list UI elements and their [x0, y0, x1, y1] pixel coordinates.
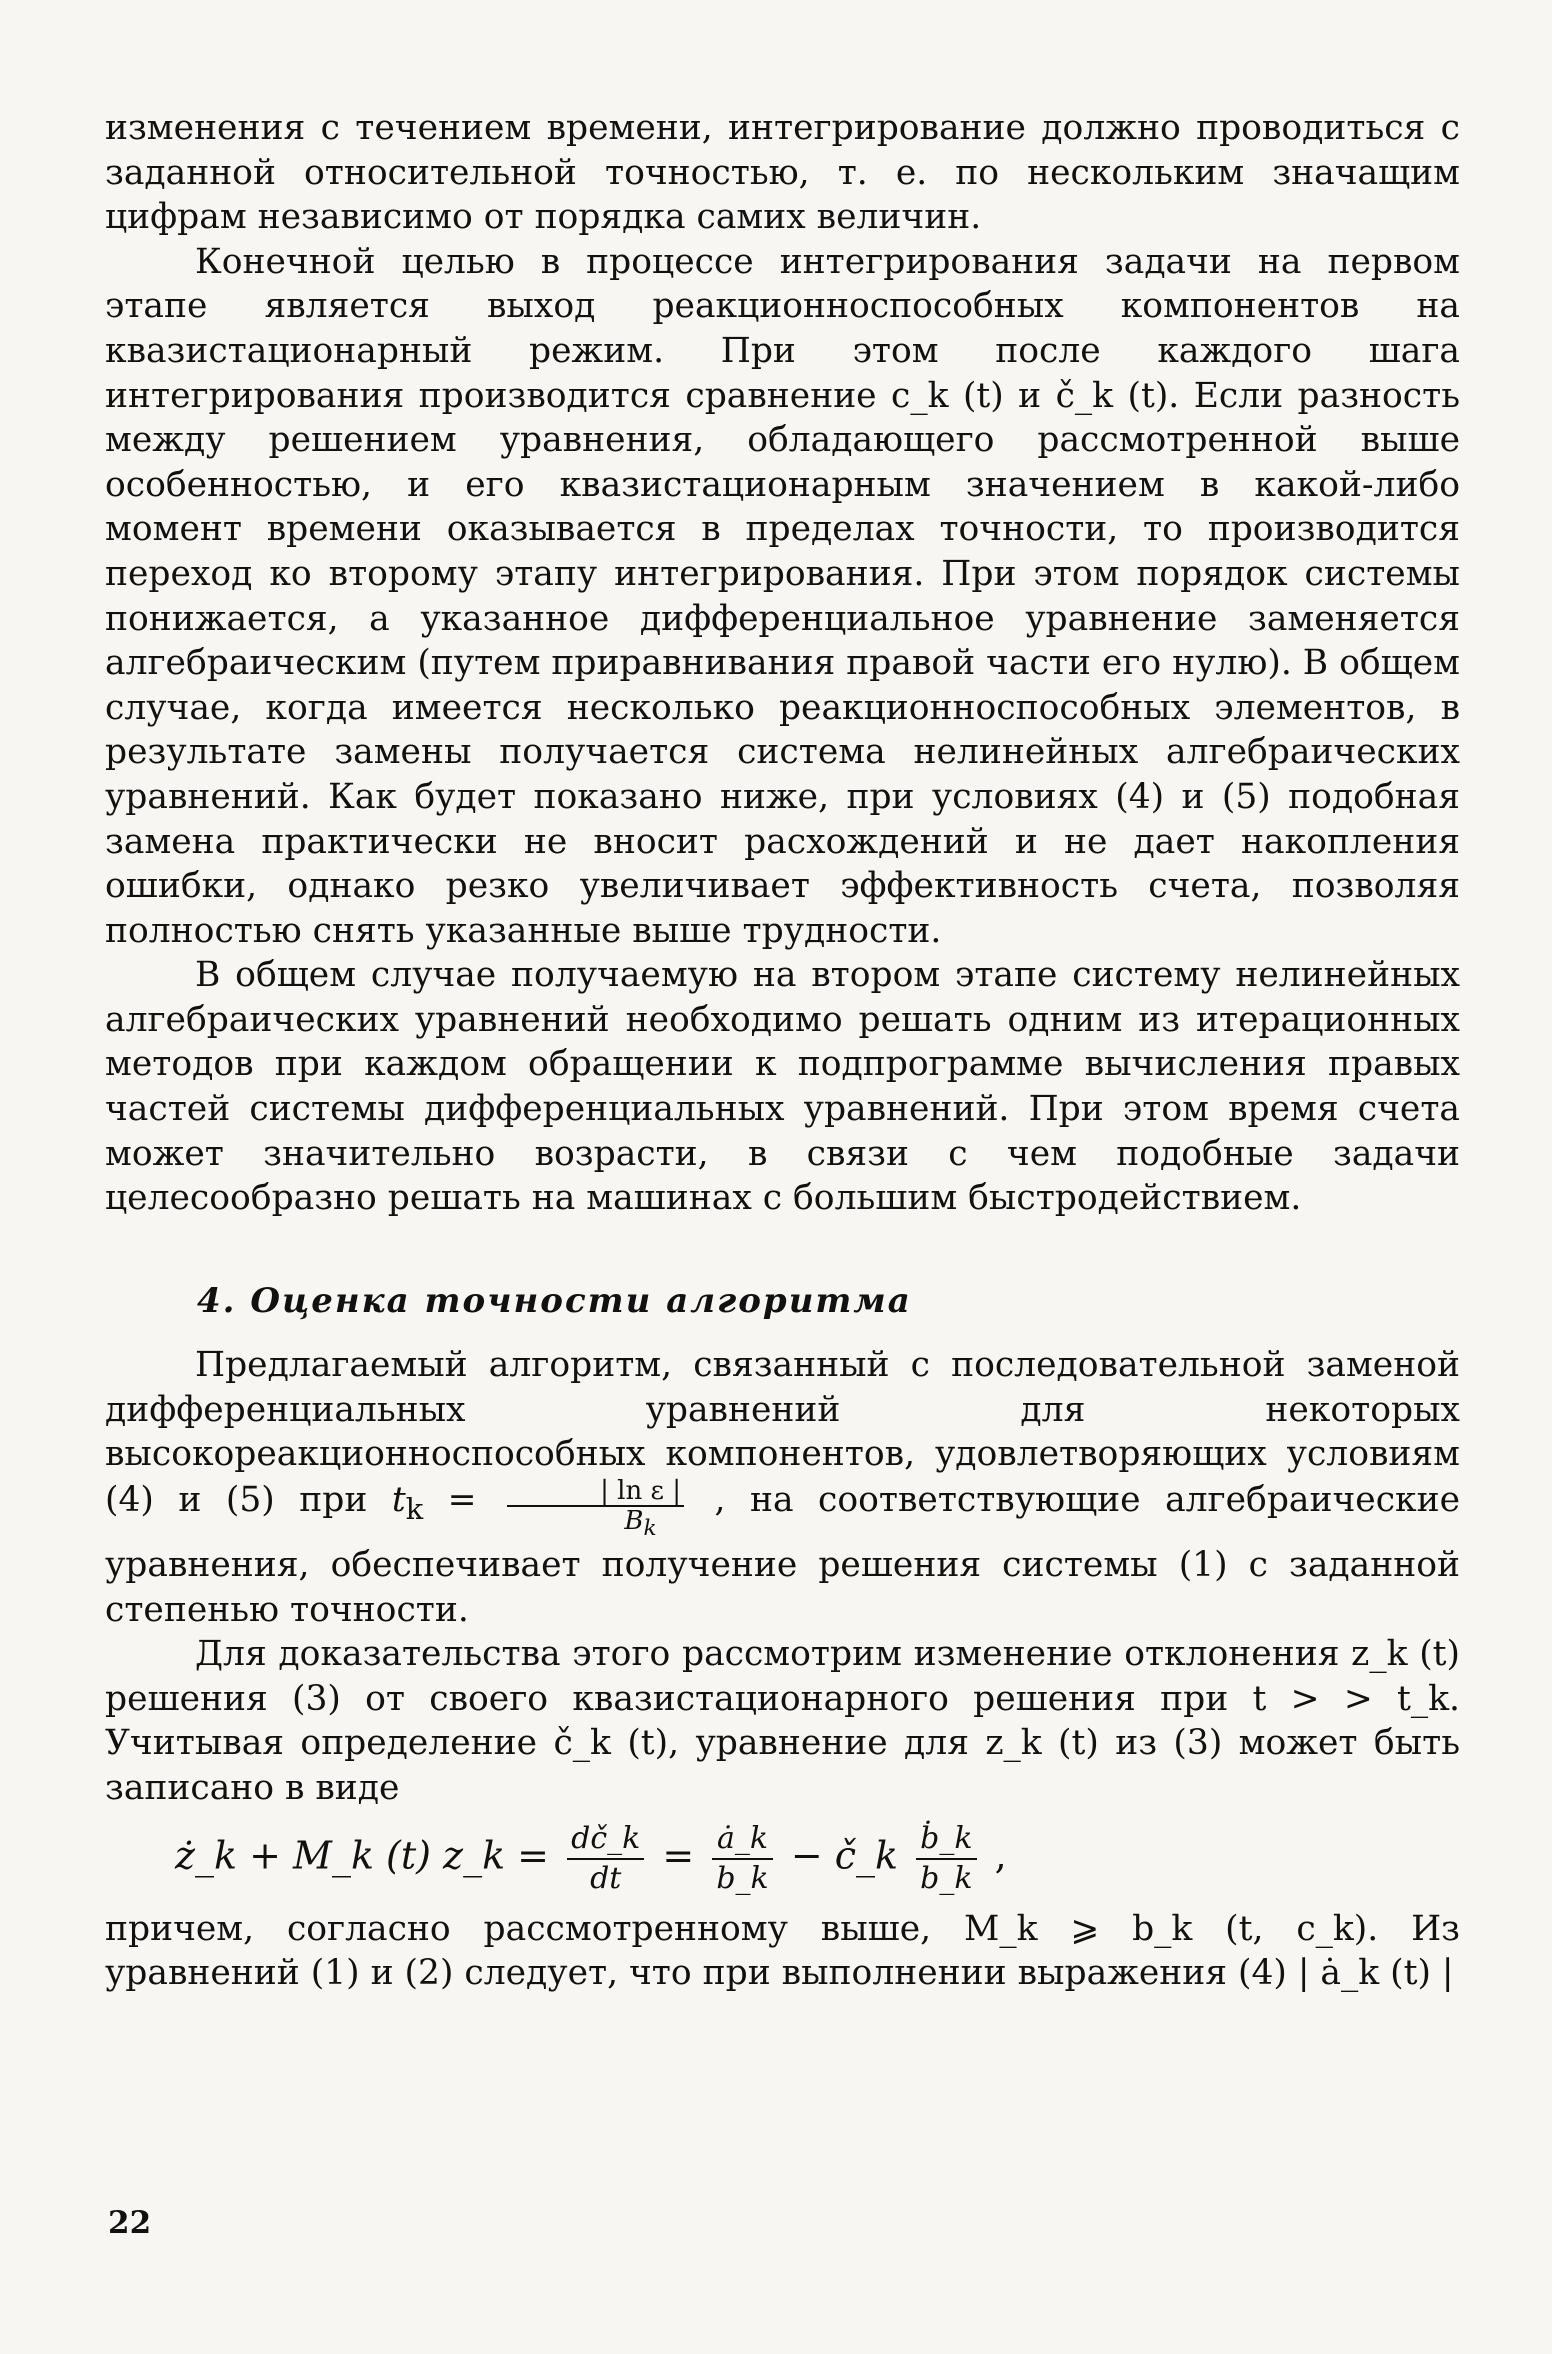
- paragraph-5: Для доказательства этого рассмотрим изменение отклонения z_k (t) решения (3) от своего квазистационарного решения при t > > t_k. Учитывая определение č_k (t), уравнение для z_k (t) из (3) может быть записано в виде: [105, 1634, 1460, 1808]
- paragraph-4: [105, 1343, 1460, 1632]
- bk-letter: B: [624, 1505, 644, 1536]
- bk-sub: k: [643, 1515, 657, 1541]
- bk-denominator: [507, 1507, 684, 1543]
- section-heading: 4. Оценка точности алгоритма: [197, 1281, 912, 1321]
- paragraph-3: В общем случае получаемую на втором этапе систему нелинейных алгебраических уравнений необходимо решать одним из итерационных методов при каждом обращении к подпрограмме вычисления правых частей системы дифференциальных уравнений. При этом время счета может значительно возрасти, в связи с чем подобные задачи целесообразно решать на машинах с большим быстродействием.: [105, 955, 1460, 1219]
- ln-epsilon-numerator: | ln ε |: [507, 1477, 684, 1507]
- fraction-ak-bk: [712, 1820, 772, 1898]
- paragraph-4-text-after: , на соответствующие алгебраические уравнения, обеспечивает получение решения системы (1) с заданной степенью точности.: [105, 1479, 1460, 1630]
- paragraph-2: Конечной целью в процессе интегрирования задачи на первом этапе является выход реакционноспособных компонентов на квазистационарный режим. При этом после каждого шага интегрирования производится сравнение c_k (t) и č_k (t). Если разность между решением уравнения, обладающего рассмотренной выше особенностью, и его квазистационарным значением в какой-либо момент времени оказывается в пределах точности, то производится переход ко второму этапу интегрирования. При этом порядок системы понижается, а указанное дифференциальное уравнение заменяется алгебраическим (путем приравнивания правой части его нулю). В общем случае, когда имеется несколько реакционноспособных элементов, в результате замены получается система нелинейных алгебраических уравнений. Как будет показано ниже, при условиях (4) и (5) подобная замена практически не вносит расхождений и не дает накопления ошибки, однако резко увеличивает эффективность счета, позволяя полностью снять указанные выше трудности.: [105, 241, 1460, 951]
- equation-minus-term: − č_k: [790, 1833, 899, 1878]
- text-block-top: [105, 106, 1460, 1221]
- fraction-dck-dt: [567, 1820, 644, 1898]
- fraction-2-numerator: ȧ_k: [712, 1820, 772, 1860]
- tk-equals: =: [423, 1479, 502, 1520]
- fraction-bk-dot-bk: [916, 1820, 976, 1898]
- ln-epsilon-fraction: [507, 1477, 684, 1543]
- fraction-3-denominator: b_k: [920, 1861, 973, 1896]
- equation-equals: =: [662, 1833, 695, 1878]
- fraction-1-denominator: dt: [590, 1861, 622, 1896]
- tk-sub: k: [405, 1491, 424, 1526]
- paragraph-6: причем, согласно рассмотренному выше, M_k ⩾ b_k (t, c_k). Из уравнений (1) и (2) следует, что при выполнении выражения (4) | ȧ_k (t) |: [105, 1908, 1460, 1994]
- tk-var: t: [391, 1479, 406, 1520]
- equation-lhs: ż_k + M_k (t) z_k =: [175, 1833, 550, 1878]
- fraction-3-numerator: ḃ_k: [916, 1820, 976, 1860]
- paragraph-4-text-before: Предлагаемый алгоритм, связанный с последовательной заменой дифференциальных уравнений для некоторых высокореакционноспособных компонентов, удовлетворяющих условиям (4) и (5) при: [105, 1345, 1460, 1520]
- paragraph-1: изменения с течением времени, интегрирование должно проводиться с заданной относительной точностью, т. е. по нескольким значащим цифрам независимо от порядка самих величин.: [105, 108, 1460, 238]
- fraction-1-numerator: dč_k: [567, 1820, 644, 1860]
- equation-comma: ,: [994, 1833, 1007, 1878]
- equation: [175, 1820, 1007, 1898]
- fraction-2-denominator: b_k: [716, 1861, 769, 1896]
- page-number: 22: [108, 2205, 152, 2241]
